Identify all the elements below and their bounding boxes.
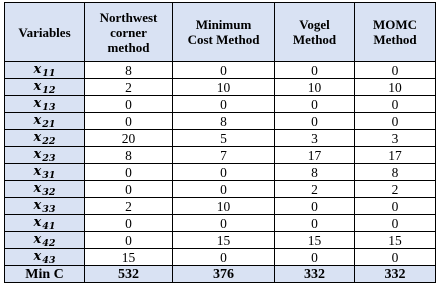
value-cell-minimum: 0 bbox=[173, 164, 275, 181]
variable-cell bbox=[5, 62, 85, 79]
variable-symbol: x bbox=[33, 232, 42, 247]
value-cell-vogel: 0 bbox=[275, 96, 355, 113]
footer-label: Min C bbox=[5, 266, 85, 283]
header-row bbox=[5, 3, 436, 62]
table-body bbox=[5, 62, 436, 266]
variable-symbol: x bbox=[33, 164, 42, 179]
variable-cell bbox=[5, 96, 85, 113]
variable-cell bbox=[5, 232, 85, 249]
value-cell-minimum: 10 bbox=[173, 198, 275, 215]
comparison-table bbox=[4, 2, 436, 283]
variable-subscript: 23 bbox=[42, 153, 56, 164]
header-momc-line-2: Method bbox=[373, 32, 417, 47]
value-cell-northwest: 0 bbox=[85, 96, 173, 113]
variable-subscript: 33 bbox=[42, 204, 56, 215]
header-vogel-method bbox=[275, 3, 355, 62]
value-cell-momc: 0 bbox=[355, 113, 436, 130]
value-cell-vogel: 0 bbox=[275, 249, 355, 266]
variable-subscript: 43 bbox=[42, 255, 56, 266]
footer-value-momc: 332 bbox=[355, 266, 436, 283]
table-row bbox=[5, 130, 436, 147]
value-cell-vogel: 0 bbox=[275, 62, 355, 79]
table-row bbox=[5, 147, 436, 164]
header-momc-line-1: MOMC bbox=[372, 17, 418, 32]
table-row bbox=[5, 181, 436, 198]
variable-cell bbox=[5, 164, 85, 181]
value-cell-momc: 2 bbox=[355, 181, 436, 198]
value-cell-vogel: 2 bbox=[275, 181, 355, 198]
value-cell-northwest: 0 bbox=[85, 181, 173, 198]
value-cell-minimum: 7 bbox=[173, 147, 275, 164]
table-row bbox=[5, 164, 436, 181]
value-cell-minimum: 15 bbox=[173, 232, 275, 249]
value-cell-vogel: 0 bbox=[275, 215, 355, 232]
variable-subscript: 41 bbox=[42, 221, 56, 232]
header-minimum-line-2: Cost Method bbox=[187, 32, 260, 47]
table-row bbox=[5, 215, 436, 232]
table-row bbox=[5, 62, 436, 79]
variable-subscript: 13 bbox=[42, 102, 56, 113]
variable-subscript: 32 bbox=[42, 187, 56, 198]
value-cell-vogel: 0 bbox=[275, 198, 355, 215]
variable-subscript: 12 bbox=[42, 85, 56, 96]
value-cell-northwest: 0 bbox=[85, 232, 173, 249]
variable-symbol: x bbox=[33, 181, 42, 196]
table-row bbox=[5, 249, 436, 266]
value-cell-momc: 0 bbox=[355, 62, 436, 79]
value-cell-minimum: 0 bbox=[173, 181, 275, 198]
footer-value-vogel: 332 bbox=[275, 266, 355, 283]
header-northwest-corner-method bbox=[85, 3, 173, 62]
header-vogel-line-1: Vogel bbox=[299, 17, 330, 32]
variable-symbol: x bbox=[33, 130, 42, 145]
value-cell-momc: 0 bbox=[355, 249, 436, 266]
variable-cell bbox=[5, 198, 85, 215]
variable-subscript: 22 bbox=[42, 136, 56, 147]
value-cell-vogel: 10 bbox=[275, 79, 355, 96]
variable-cell bbox=[5, 249, 85, 266]
table-row bbox=[5, 96, 436, 113]
value-cell-momc: 17 bbox=[355, 147, 436, 164]
value-cell-northwest: 2 bbox=[85, 198, 173, 215]
value-cell-vogel: 17 bbox=[275, 147, 355, 164]
value-cell-northwest: 8 bbox=[85, 62, 173, 79]
variable-subscript: 42 bbox=[42, 238, 56, 249]
value-cell-northwest: 0 bbox=[85, 215, 173, 232]
value-cell-momc: 10 bbox=[355, 79, 436, 96]
header-vogel-line-2: Method bbox=[292, 32, 337, 47]
header-variables: Variables bbox=[5, 3, 85, 62]
value-cell-vogel: 8 bbox=[275, 164, 355, 181]
value-cell-northwest: 20 bbox=[85, 130, 173, 147]
value-cell-momc: 0 bbox=[355, 198, 436, 215]
variable-symbol: x bbox=[33, 62, 42, 77]
variable-subscript: 21 bbox=[42, 119, 56, 130]
value-cell-minimum: 0 bbox=[173, 96, 275, 113]
variable-subscript: 31 bbox=[42, 170, 56, 181]
header-minimum-line-1: Minimum bbox=[195, 17, 252, 32]
variable-symbol: x bbox=[33, 113, 42, 128]
value-cell-minimum: 5 bbox=[173, 130, 275, 147]
variable-symbol: x bbox=[33, 96, 42, 111]
value-cell-momc: 0 bbox=[355, 96, 436, 113]
variable-symbol: x bbox=[33, 79, 42, 94]
value-cell-northwest: 0 bbox=[85, 164, 173, 181]
value-cell-minimum: 10 bbox=[173, 79, 275, 96]
variable-cell bbox=[5, 147, 85, 164]
value-cell-northwest: 8 bbox=[85, 147, 173, 164]
variable-symbol: x bbox=[33, 249, 42, 264]
header-momc-method bbox=[355, 3, 436, 62]
value-cell-minimum: 0 bbox=[173, 249, 275, 266]
footer-value-minimum: 376 bbox=[173, 266, 275, 283]
value-cell-vogel: 15 bbox=[275, 232, 355, 249]
value-cell-momc: 15 bbox=[355, 232, 436, 249]
value-cell-vogel: 3 bbox=[275, 130, 355, 147]
table-row bbox=[5, 232, 436, 249]
value-cell-minimum: 8 bbox=[173, 113, 275, 130]
value-cell-minimum: 0 bbox=[173, 62, 275, 79]
value-cell-momc: 3 bbox=[355, 130, 436, 147]
value-cell-minimum: 0 bbox=[173, 215, 275, 232]
table-row bbox=[5, 198, 436, 215]
table-row bbox=[5, 113, 436, 130]
footer-row-min-c bbox=[5, 266, 436, 283]
header-northwest-line-3: method bbox=[107, 39, 150, 55]
value-cell-momc: 0 bbox=[355, 215, 436, 232]
value-cell-northwest: 2 bbox=[85, 79, 173, 96]
value-cell-northwest: 0 bbox=[85, 113, 173, 130]
header-minimum-cost-method bbox=[173, 3, 275, 62]
variable-symbol: x bbox=[33, 215, 42, 230]
value-cell-northwest: 15 bbox=[85, 249, 173, 266]
variable-cell bbox=[5, 113, 85, 130]
variable-cell bbox=[5, 79, 85, 96]
variable-symbol: x bbox=[33, 147, 42, 162]
value-cell-momc: 8 bbox=[355, 164, 436, 181]
variable-cell bbox=[5, 215, 85, 232]
value-cell-vogel: 0 bbox=[275, 113, 355, 130]
variable-cell bbox=[5, 130, 85, 147]
footer-value-northwest: 532 bbox=[85, 266, 173, 283]
variable-cell bbox=[5, 181, 85, 198]
table-row bbox=[5, 79, 436, 96]
variable-subscript: 11 bbox=[42, 68, 56, 79]
header-northwest-line-1: Northwest bbox=[99, 9, 158, 25]
header-northwest-line-2: corner bbox=[110, 24, 147, 40]
variable-symbol: x bbox=[33, 198, 42, 213]
